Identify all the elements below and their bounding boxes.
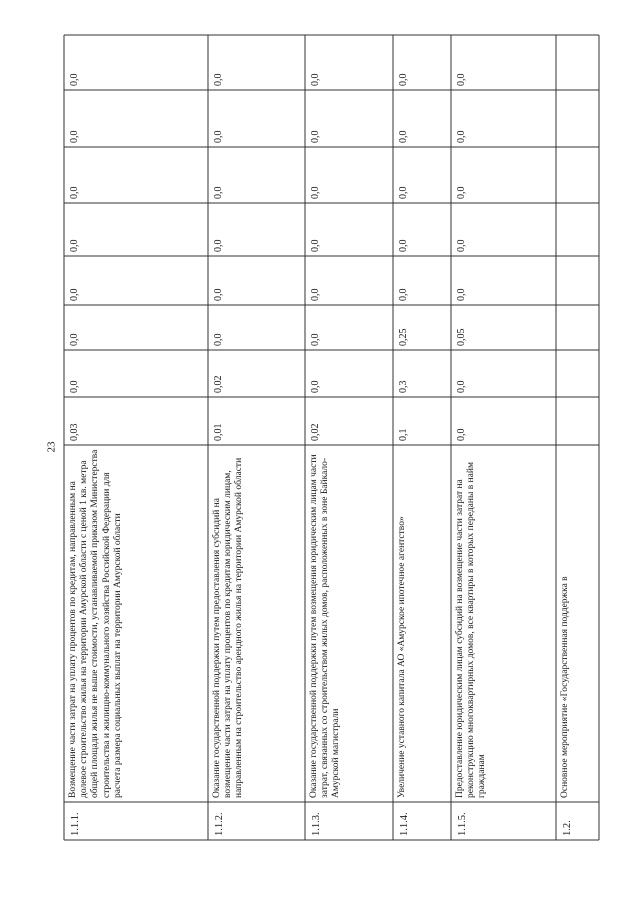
- row-value: 0,25: [398, 328, 409, 346]
- row-value: 0,1: [398, 428, 409, 441]
- row-value: 0,05: [456, 328, 467, 346]
- row-value: 0,0: [398, 73, 409, 86]
- row-value: 0,0: [213, 239, 224, 252]
- row-value: 0,0: [69, 239, 80, 252]
- row-value: 0,0: [310, 186, 321, 199]
- row-value: 0,0: [456, 288, 467, 301]
- row-value: 0,0: [213, 288, 224, 301]
- row-value: 0,0: [213, 333, 224, 346]
- row-value: 0,0: [456, 130, 467, 143]
- row-number: 1.2.: [562, 820, 573, 836]
- row-number: 1.1.4.: [399, 812, 410, 836]
- row-value: 0,0: [310, 73, 321, 86]
- row-description: Увеличение уставного капитала АО «Амурское ипотечное агентство»: [397, 516, 407, 798]
- row-value: 0,03: [69, 423, 80, 441]
- row-value: 0,0: [310, 380, 321, 393]
- row-description: Оказание государственной поддержки путем возмещения юридическим лицам части затрат, связанных со строительством жилых домов, расположенных в зоне Байкало-Амурской магистрали: [309, 454, 342, 798]
- row-value: 0,02: [310, 423, 321, 441]
- row-value: 0,0: [456, 239, 467, 252]
- page-number: 23: [45, 441, 57, 453]
- row-description: Оказание государственной поддержки путем предоставления субсидий на возмещение части затрат на уплату процентов по кредитам юридическим лицам, направленным на строительство арендного жилья на территории Амурской области: [212, 457, 245, 798]
- row-value: 0,02: [213, 375, 224, 393]
- row-value: 0,0: [398, 130, 409, 143]
- row-value: 0,0: [456, 380, 467, 393]
- row-description: Предоставление юридическим лицам субсидий на возмещение части затрат на реконструкцию многоквартирных домов, все квартиры в которых переданы в найм гражданам: [455, 462, 488, 798]
- row-value: 0,0: [69, 73, 80, 86]
- row-value: 0,0: [456, 73, 467, 86]
- row-value: 0,01: [213, 423, 224, 441]
- row-value: 0,0: [398, 186, 409, 199]
- row-value: 0,0: [213, 73, 224, 86]
- row-description: Возмещение части затрат на уплату процентов по кредитам, направленным на долевое строительство жилья на территории Амурской области с ценой 1 кв. метра общей площади жилья не выше стоимости, устанавливаемой приказом Министерства строительства и жилищно-коммунального хозяйства Российской Федерации для расчета размера социальных выплат на территории Амурской области: [68, 449, 123, 798]
- row-value: 0,0: [69, 130, 80, 143]
- row-value: 0,0: [310, 239, 321, 252]
- row-value: 0,0: [310, 288, 321, 301]
- row-number: 1.1.1.: [70, 812, 81, 836]
- row-value: 0,0: [456, 186, 467, 199]
- row-value: 0,0: [310, 130, 321, 143]
- row-value: 0,0: [310, 333, 321, 346]
- row-number: 1.1.5.: [457, 812, 468, 836]
- row-value: 0,0: [69, 186, 80, 199]
- row-number: 1.1.3.: [311, 812, 322, 836]
- row-description: Основное мероприятие «Государственная поддержка в: [560, 576, 570, 798]
- row-value: 0,0: [69, 333, 80, 346]
- row-number: 1.1.2.: [214, 812, 225, 836]
- row-value: 0,0: [69, 288, 80, 301]
- row-value: 0,0: [398, 239, 409, 252]
- row-value: 0,0: [69, 380, 80, 393]
- row-value: 0,0: [213, 186, 224, 199]
- row-value: 0,0: [398, 288, 409, 301]
- row-value: 0,3: [398, 380, 409, 393]
- row-value: 0,0: [213, 130, 224, 143]
- row-value: 0,0: [456, 428, 467, 441]
